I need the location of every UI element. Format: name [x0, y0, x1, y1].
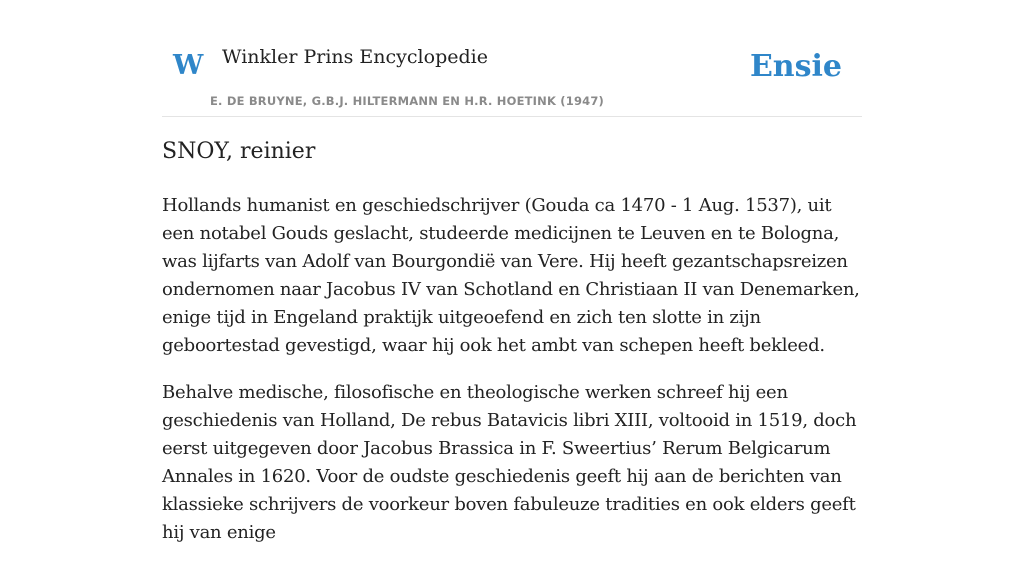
book-title[interactable]: Winkler Prins Encyclopedie [222, 46, 488, 68]
entry-body [162, 192, 867, 566]
site-header [162, 0, 862, 117]
entry-paragraph: Hollands humanist en geschiedschrijver (Gouda ca 1470 - 1 Aug. 1537), uit een notabel Gouds geslacht, studeerde medicijnen te Leuven en te Bologna, was lijfarts van Adolf van Bourgondië van Vere. Hij heeft gezantschapsreizen ondernomen naar Jacobus IV van Schotland en Christiaan II van Denemarken, enige tijd in Engeland praktijk uitgeoefend en zich ten slotte in zijn geboortestad gevestigd, waar hij ook het ambt van schepen heeft bekleed. [162, 195, 860, 356]
entry-title: SNOY, reinier [162, 139, 316, 164]
entry-paragraph: Behalve medische, filosofische en theologische werken schreef hij een geschiedenis van Holland, De rebus Batavicis libri XIII, voltooid in 1519, doch eerst uitgegeven door Jacobus Brassica in F. Sweertius’ Rerum Belgicarum Annales in 1620. Voor de oudste geschiedenis geeft hij aan de berichten van klassieke schrijvers de voorkeur boven fabuleuze tradities en ook elders geeft hij van enige [162, 382, 857, 543]
ensie-brand-link[interactable]: Ensie [749, 49, 842, 84]
winkler-prins-logo-icon[interactable]: W [173, 50, 204, 81]
book-authors: E. DE BRUYNE, G.B.J. HILTERMANN EN H.R. HOETINK (1947) [210, 94, 605, 108]
